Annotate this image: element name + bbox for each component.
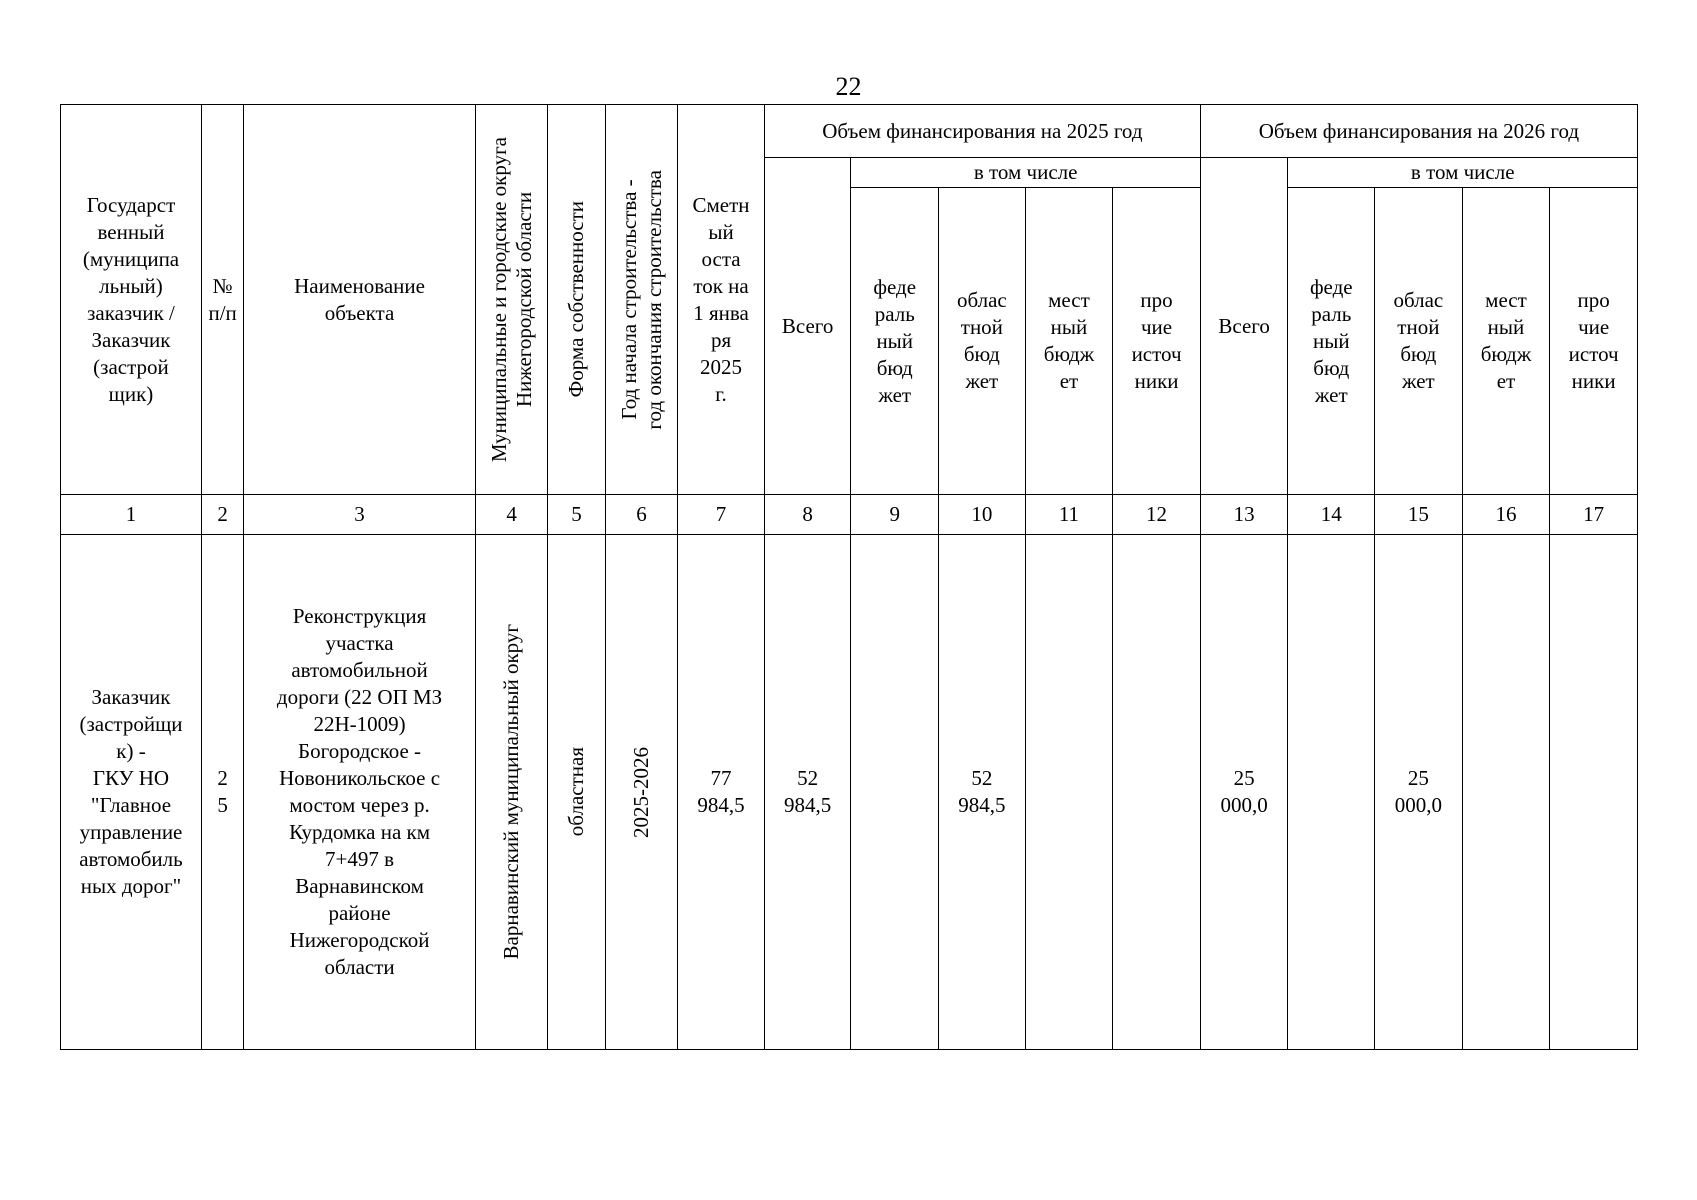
column-number: 11 <box>1025 495 1113 535</box>
column-number: 13 <box>1200 495 1288 535</box>
header-num: № п/п <box>201 105 243 495</box>
header-ownership: Форма собственности <box>564 201 589 398</box>
column-number: 16 <box>1462 495 1550 535</box>
header-estimated-balance: Сметн ый оста ток на 1 янва ря 2025 г. <box>678 105 765 495</box>
cell-customer: Заказчик (застройщи к) - ГКУ НО "Главное управление автомобиль ных дорог" <box>61 535 202 1050</box>
header-regional-2025: облас тной бюд жет <box>939 188 1026 495</box>
cell-object-name: Реконструкция участка автомобильной дороги (22 ОП МЗ 22Н-1009) Богородское - Новоникольское с мостом через р. Курдомка на км 7+497 в Варнавинском районе Нижегородской области <box>244 535 476 1050</box>
header-object-name: Наименование объекта <box>244 105 476 495</box>
cell-federal-2026 <box>1288 535 1375 1050</box>
header-district: Муниципальные и городские округа Нижегородской области <box>486 136 536 463</box>
header-local-2026: мест ный бюдж ет <box>1462 188 1550 495</box>
header-funding-2025: Объем финансирования на 2025 год <box>764 105 1200 158</box>
header-other-2026: про чие источ ники <box>1550 188 1638 495</box>
funding-table <box>60 104 1638 1050</box>
column-number: 5 <box>548 495 605 535</box>
header-customer: Государст венный (муниципа льный) заказчик / Заказчик (застрой щик) <box>61 105 202 495</box>
cell-ownership: областная <box>564 747 589 837</box>
column-number: 17 <box>1550 495 1638 535</box>
header-total-2026: Всего <box>1200 158 1288 495</box>
header-ownership-cell <box>548 105 605 495</box>
column-number: 15 <box>1375 495 1463 535</box>
cell-federal-2025 <box>851 535 939 1050</box>
cell-district-cell <box>475 535 548 1050</box>
column-number: 7 <box>678 495 765 535</box>
cell-local-2025 <box>1025 535 1113 1050</box>
page-number: 22 <box>835 72 862 101</box>
header-including-2026: в том числе <box>1288 158 1638 188</box>
header-including-2025: в том числе <box>851 158 1200 188</box>
cell-total-2026: 25 000,0 <box>1200 535 1288 1050</box>
header-district-cell <box>475 105 548 495</box>
column-number: 14 <box>1288 495 1375 535</box>
cell-ownership-cell <box>548 535 605 1050</box>
header-total-2025: Всего <box>764 158 851 495</box>
column-number: 10 <box>939 495 1026 535</box>
cell-local-2026 <box>1462 535 1550 1050</box>
cell-regional-2025: 52 984,5 <box>939 535 1026 1050</box>
cell-other-2025 <box>1113 535 1201 1050</box>
header-other-2025: про чие источ ники <box>1113 188 1201 495</box>
header-years-cell <box>605 105 678 495</box>
cell-years-cell <box>605 535 678 1050</box>
header-regional-2026: облас тной бюд жет <box>1375 188 1463 495</box>
column-number: 2 <box>201 495 243 535</box>
column-number: 4 <box>475 495 548 535</box>
header-local-2025: мест ный бюдж ет <box>1025 188 1113 495</box>
cell-estimated-balance: 77 984,5 <box>678 535 765 1050</box>
header-federal-2025: феде раль ный бюд жет <box>851 188 939 495</box>
header-years: Год начала строительства - год окончания строительства <box>616 169 666 430</box>
cell-district: Варнавинский муниципальный округ <box>499 624 524 960</box>
table-row <box>61 535 1638 1050</box>
cell-total-2025: 52 984,5 <box>764 535 851 1050</box>
cell-other-2026 <box>1550 535 1638 1050</box>
header-federal-2026: феде раль ный бюд жет <box>1288 188 1375 495</box>
header-row-1 <box>61 105 1638 158</box>
cell-regional-2026: 25 000,0 <box>1375 535 1463 1050</box>
column-number-row <box>61 495 1638 535</box>
column-number: 1 <box>61 495 202 535</box>
column-number: 3 <box>244 495 476 535</box>
column-number: 9 <box>851 495 939 535</box>
column-number: 8 <box>764 495 851 535</box>
header-funding-2026: Объем финансирования на 2026 год <box>1200 105 1637 158</box>
column-number: 12 <box>1113 495 1201 535</box>
cell-years: 2025-2026 <box>629 746 653 838</box>
column-number: 6 <box>605 495 678 535</box>
cell-num: 2 5 <box>201 535 243 1050</box>
